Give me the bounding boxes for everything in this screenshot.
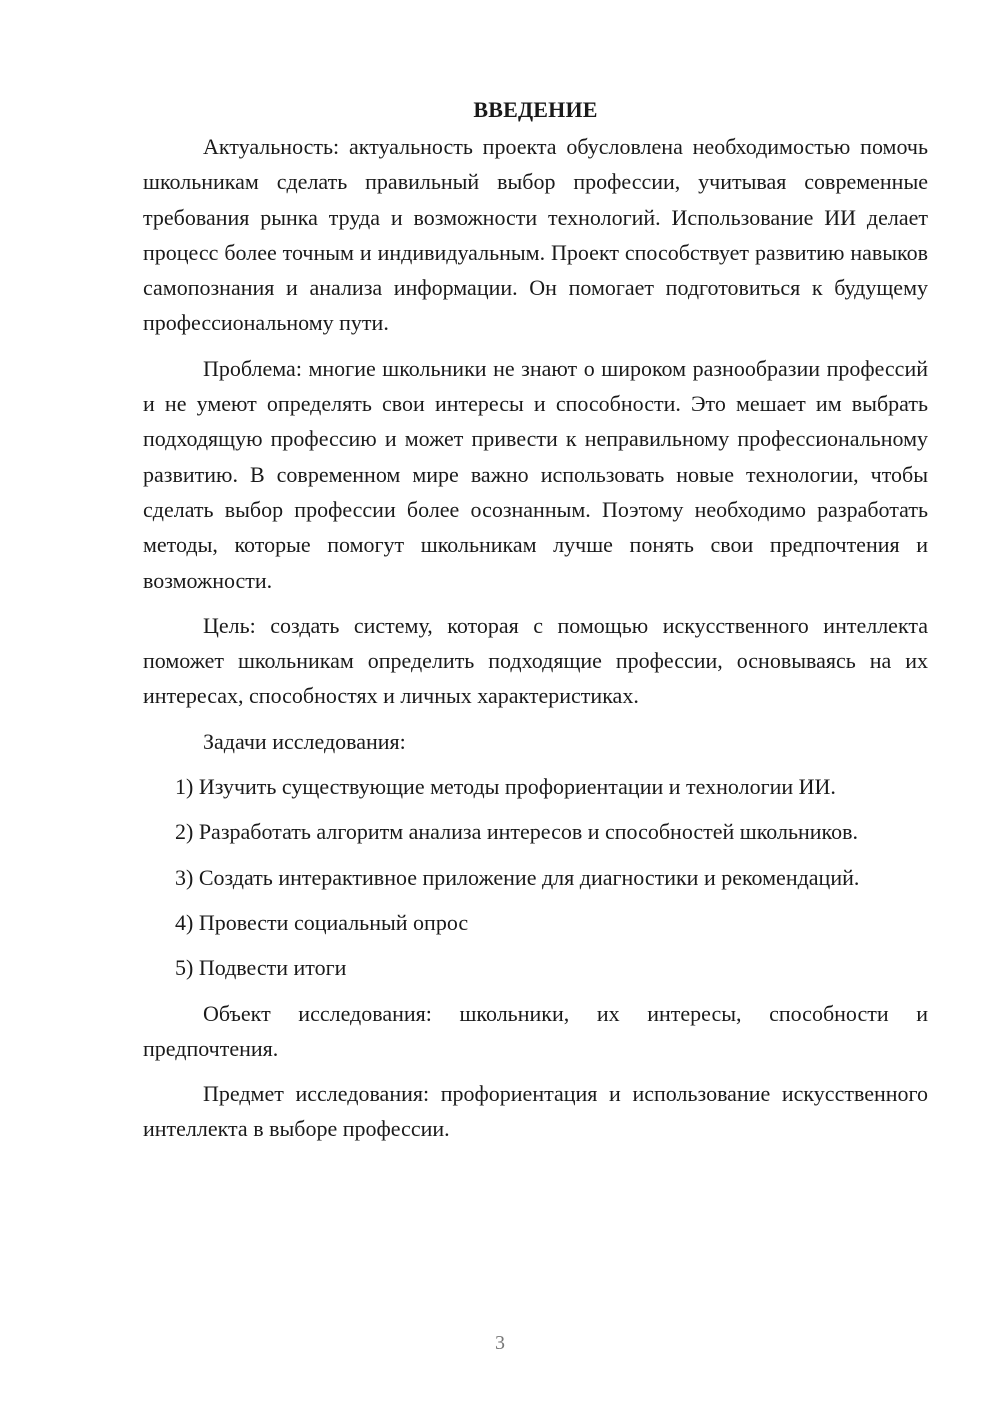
paragraph-problem: Проблема: многие школьники не знают о широком разнообразии профессий и не умеют определять свои интересы и способности. Это мешает им выбрать подходящую профессию и может привести к неправильному профессиональному развитию. В современном мире важно использовать новые технологии, чтобы сделать выбор профессии более осознанным. Поэтому необходимо разработать методы, которые помогут школьникам лучше понять свои предпочтения и возможности. [143,355,928,593]
paragraph-goal: Цель: создать систему, которая с помощью искусственного интеллекта поможет школьникам определить подходящие профессии, основываясь на их интересах, способностях и личных характеристиках. [143,612,928,709]
task-item-3: 3) Создать интерактивное приложение для диагностики и рекомендаций. [175,864,860,890]
page-title: ВВЕДЕНИЕ [473,97,598,122]
task-item-4: 4) Провести социальный опрос [175,909,469,935]
task-item-1: 1) Изучить существующие методы профориентации и технологии ИИ. [175,774,836,800]
paragraph-subject: Предмет исследования: профориентация и использование искусственного интеллекта в выборе профессии. [143,1081,928,1142]
document-page [143,92,928,1157]
task-item-5: 5) Подвести итоги [175,955,347,981]
paragraph-relevance: Актуальность: актуальность проекта обусловлена необходимостью помочь школьникам сделать правильный выбор профессии, учитывая современные требования рынка труда и возможности технологий. Использование ИИ делает процесс более точным и индивидуальным. Проект способствует развитию навыков самопознания и анализа информации. Он помогает подготовиться к будущему профессиональному пути. [143,134,928,336]
paragraph-object: Объект исследования: школьники, их интересы, способности и предпочтения. [143,1000,928,1061]
page-number: 3 [495,1332,505,1354]
task-item-2: 2) Разработать алгоритм анализа интересов и способностей школьников. [175,819,859,845]
tasks-heading: Задачи исследования: [203,728,406,754]
